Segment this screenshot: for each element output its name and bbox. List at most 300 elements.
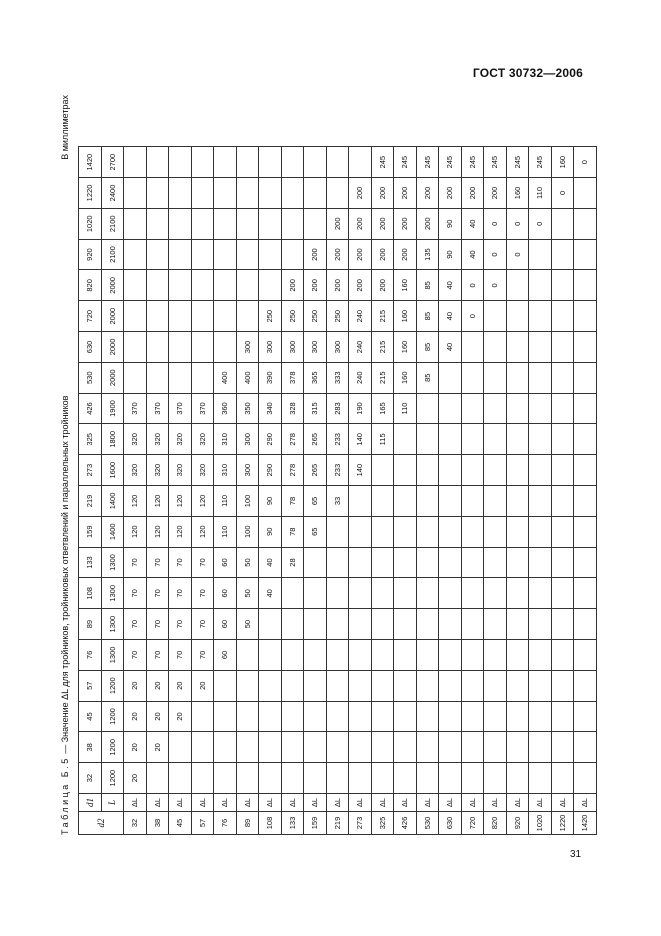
value-cell: 20: [191, 670, 214, 701]
value-cell: [439, 486, 462, 517]
value-cell: 315: [304, 393, 327, 424]
value-cell: 200: [394, 239, 417, 270]
value-cell: 320: [124, 455, 147, 486]
value-cell: [484, 578, 507, 609]
value-cell: [326, 609, 349, 640]
value-cell: 110: [214, 516, 237, 547]
value-cell: [281, 578, 304, 609]
value-cell: [214, 239, 237, 270]
value-cell: [371, 455, 394, 486]
table-caption-text: — Значение ΔL для тройников, тройниковых ответвлений и параллельных тройников: [60, 395, 70, 757]
value-cell: 320: [146, 455, 169, 486]
value-cell: [349, 701, 372, 732]
value-cell: [169, 178, 192, 209]
value-cell: [259, 701, 282, 732]
delta-l-label: ΔL: [326, 794, 349, 812]
value-cell: [484, 732, 507, 763]
header-cell-d1: 76: [79, 640, 102, 671]
value-cell: [214, 763, 237, 794]
value-cell: 320: [124, 424, 147, 455]
value-cell: [506, 393, 529, 424]
table-caption-lead: Таблица Б.5: [60, 756, 70, 835]
table-row: [484, 147, 507, 835]
value-cell: 215: [371, 362, 394, 393]
value-cell: 250: [259, 301, 282, 332]
value-cell: [551, 670, 574, 701]
value-cell: [236, 208, 259, 239]
table-caption: [60, 95, 70, 835]
value-cell: [484, 640, 507, 671]
value-cell: 340: [259, 393, 282, 424]
value-cell: [506, 332, 529, 363]
value-cell: 290: [259, 455, 282, 486]
value-cell: [529, 332, 552, 363]
value-cell: [574, 732, 597, 763]
value-cell: 200: [484, 178, 507, 209]
value-cell: [461, 455, 484, 486]
value-cell: [506, 763, 529, 794]
value-cell: [124, 301, 147, 332]
delta-l-label: ΔL: [146, 794, 169, 812]
value-cell: [506, 455, 529, 486]
value-cell: [169, 332, 192, 363]
table-row: [371, 147, 394, 835]
value-cell: 320: [146, 424, 169, 455]
value-cell: [506, 424, 529, 455]
value-cell: [574, 516, 597, 547]
value-cell: [529, 424, 552, 455]
header-cell-d1: 38: [79, 732, 102, 763]
table-row: [281, 147, 304, 835]
value-cell: [259, 763, 282, 794]
value-cell: [371, 763, 394, 794]
value-cell: 140: [349, 424, 372, 455]
value-cell: 100: [236, 486, 259, 517]
value-cell: [574, 455, 597, 486]
value-cell: 278: [281, 424, 304, 455]
value-cell: 200: [326, 270, 349, 301]
value-cell: [191, 732, 214, 763]
row-d2-value: 1020: [529, 812, 552, 835]
header-cell-l: 2000: [101, 270, 124, 301]
value-cell: 90: [259, 486, 282, 517]
value-cell: [574, 332, 597, 363]
delta-l-label: ΔL: [551, 794, 574, 812]
value-cell: 0: [529, 208, 552, 239]
value-cell: [416, 547, 439, 578]
row-d2-value: 76: [214, 812, 237, 835]
value-cell: [529, 578, 552, 609]
value-cell: [371, 640, 394, 671]
value-cell: [439, 362, 462, 393]
value-cell: [304, 763, 327, 794]
value-cell: [259, 208, 282, 239]
value-cell: [124, 239, 147, 270]
value-cell: 120: [191, 486, 214, 517]
value-cell: 245: [461, 147, 484, 178]
value-cell: 40: [259, 578, 282, 609]
value-cell: [529, 393, 552, 424]
value-cell: 0: [461, 270, 484, 301]
value-cell: 110: [529, 178, 552, 209]
value-cell: 190: [349, 393, 372, 424]
table-row: [506, 147, 529, 835]
table-row: [236, 147, 259, 835]
value-cell: [191, 239, 214, 270]
value-cell: [461, 547, 484, 578]
value-cell: [461, 332, 484, 363]
header-cell-d1: 820: [79, 270, 102, 301]
value-cell: [304, 578, 327, 609]
value-cell: [506, 609, 529, 640]
value-cell: 200: [349, 178, 372, 209]
header-cell-l: 1800: [101, 424, 124, 455]
header-cell-l: 2000: [101, 332, 124, 363]
value-cell: [169, 239, 192, 270]
value-cell: 135: [416, 239, 439, 270]
value-cell: [439, 763, 462, 794]
value-cell: 245: [439, 147, 462, 178]
header-cell-d1: 1020: [79, 208, 102, 239]
value-cell: [416, 455, 439, 486]
value-cell: 328: [281, 393, 304, 424]
value-cell: 200: [371, 178, 394, 209]
value-cell: [461, 640, 484, 671]
value-cell: [394, 701, 417, 732]
header-cell-l: 2700: [101, 147, 124, 178]
value-cell: [416, 701, 439, 732]
value-cell: [394, 516, 417, 547]
value-cell: [529, 763, 552, 794]
value-cell: 300: [281, 332, 304, 363]
value-cell: [349, 640, 372, 671]
value-cell: 60: [214, 547, 237, 578]
value-cell: [461, 362, 484, 393]
value-cell: 200: [371, 270, 394, 301]
value-cell: [574, 640, 597, 671]
value-cell: [461, 578, 484, 609]
table-row: [326, 147, 349, 835]
value-cell: [394, 640, 417, 671]
header-cell-d1: 325: [79, 424, 102, 455]
value-cell: [236, 763, 259, 794]
value-cell: [416, 578, 439, 609]
value-cell: [191, 701, 214, 732]
value-cell: [416, 486, 439, 517]
value-cell: 245: [371, 147, 394, 178]
delta-l-label: ΔL: [259, 794, 282, 812]
value-cell: [484, 424, 507, 455]
value-cell: 70: [146, 609, 169, 640]
value-cell: [304, 609, 327, 640]
value-cell: [484, 393, 507, 424]
value-cell: [259, 640, 282, 671]
value-cell: [461, 670, 484, 701]
value-cell: 33: [326, 486, 349, 517]
value-cell: 0: [461, 301, 484, 332]
value-cell: [259, 239, 282, 270]
value-cell: [124, 332, 147, 363]
table-row: [259, 147, 282, 835]
value-cell: [529, 301, 552, 332]
header-cell-d1: 1420: [79, 147, 102, 178]
value-cell: [529, 455, 552, 486]
row-d2-value: 159: [304, 812, 327, 835]
value-cell: [191, 301, 214, 332]
value-cell: 20: [124, 670, 147, 701]
value-cell: 90: [439, 239, 462, 270]
value-cell: [304, 178, 327, 209]
value-cell: 40: [461, 239, 484, 270]
row-d2-value: 530: [416, 812, 439, 835]
value-cell: 110: [394, 393, 417, 424]
table-row: [124, 147, 147, 835]
value-cell: 50: [236, 609, 259, 640]
value-cell: 160: [551, 147, 574, 178]
value-cell: [416, 393, 439, 424]
delta-l-label: ΔL: [371, 794, 394, 812]
value-cell: 70: [169, 578, 192, 609]
value-cell: [191, 178, 214, 209]
value-cell: [236, 701, 259, 732]
value-cell: [259, 270, 282, 301]
row-d2-value: 219: [326, 812, 349, 835]
value-cell: 200: [371, 239, 394, 270]
value-cell: 120: [191, 516, 214, 547]
row-d2-value: 32: [124, 812, 147, 835]
value-cell: [439, 424, 462, 455]
value-cell: 250: [304, 301, 327, 332]
value-cell: 200: [349, 270, 372, 301]
value-cell: [326, 640, 349, 671]
value-cell: [394, 670, 417, 701]
value-cell: 300: [304, 332, 327, 363]
value-cell: 110: [214, 486, 237, 517]
value-cell: [281, 609, 304, 640]
table-row: [394, 147, 417, 835]
header-cell-l: 1200: [101, 763, 124, 794]
value-cell: [394, 578, 417, 609]
header-cell-l: 1200: [101, 732, 124, 763]
value-cell: 120: [146, 486, 169, 517]
value-cell: 370: [169, 393, 192, 424]
table-row: [191, 147, 214, 835]
value-cell: 200: [304, 239, 327, 270]
delta-l-label: ΔL: [124, 794, 147, 812]
value-cell: 70: [124, 578, 147, 609]
value-cell: 0: [484, 239, 507, 270]
value-cell: 233: [326, 424, 349, 455]
value-cell: 20: [124, 701, 147, 732]
value-cell: [484, 609, 507, 640]
value-cell: [326, 670, 349, 701]
value-cell: 333: [326, 362, 349, 393]
value-cell: 240: [349, 362, 372, 393]
value-cell: 365: [304, 362, 327, 393]
value-cell: 70: [169, 547, 192, 578]
value-cell: [349, 147, 372, 178]
value-cell: [394, 609, 417, 640]
value-cell: 40: [439, 332, 462, 363]
value-cell: [574, 670, 597, 701]
value-cell: [326, 701, 349, 732]
value-cell: [529, 609, 552, 640]
header-cell-l: 2100: [101, 208, 124, 239]
value-cell: [461, 732, 484, 763]
value-cell: [551, 270, 574, 301]
value-cell: [281, 640, 304, 671]
value-cell: [529, 362, 552, 393]
value-cell: 290: [259, 424, 282, 455]
value-cell: [124, 270, 147, 301]
row-d2-value: 89: [236, 812, 259, 835]
value-cell: [371, 609, 394, 640]
delta-l-label: ΔL: [529, 794, 552, 812]
header-row-d1: [79, 147, 102, 835]
value-cell: [439, 547, 462, 578]
value-cell: [574, 609, 597, 640]
value-cell: [146, 362, 169, 393]
value-cell: 320: [191, 424, 214, 455]
value-cell: [551, 362, 574, 393]
value-cell: 160: [394, 332, 417, 363]
delta-l-label: ΔL: [191, 794, 214, 812]
row-d2-value: 325: [371, 812, 394, 835]
value-cell: [349, 486, 372, 517]
value-cell: [484, 455, 507, 486]
value-cell: [349, 609, 372, 640]
header-cell-l: 2100: [101, 239, 124, 270]
value-cell: [394, 763, 417, 794]
value-cell: [281, 208, 304, 239]
value-cell: [439, 732, 462, 763]
value-cell: 70: [191, 640, 214, 671]
header-cell-d1: 57: [79, 670, 102, 701]
value-cell: 233: [326, 455, 349, 486]
header-cell-d1: 133: [79, 547, 102, 578]
value-cell: [529, 547, 552, 578]
delta-l-table: [78, 146, 597, 835]
value-cell: [439, 609, 462, 640]
value-cell: [394, 547, 417, 578]
value-cell: [214, 178, 237, 209]
value-cell: [371, 578, 394, 609]
table-row: [416, 147, 439, 835]
value-cell: [529, 670, 552, 701]
value-cell: 165: [371, 393, 394, 424]
value-cell: [281, 178, 304, 209]
value-cell: [394, 732, 417, 763]
header-cell-l: 2400: [101, 178, 124, 209]
value-cell: 265: [304, 424, 327, 455]
value-cell: [191, 362, 214, 393]
value-cell: 240: [349, 301, 372, 332]
value-cell: [169, 270, 192, 301]
value-cell: [214, 701, 237, 732]
value-cell: [304, 732, 327, 763]
row-d2-value: 45: [169, 812, 192, 835]
value-cell: [169, 301, 192, 332]
value-cell: 360: [214, 393, 237, 424]
row-d2-value: 426: [394, 812, 417, 835]
value-cell: 70: [146, 640, 169, 671]
value-cell: [214, 332, 237, 363]
value-cell: [326, 732, 349, 763]
value-cell: 70: [191, 609, 214, 640]
value-cell: [146, 763, 169, 794]
value-cell: [506, 578, 529, 609]
value-cell: [461, 763, 484, 794]
document-code: ГОСТ 30732—2006: [472, 66, 583, 80]
value-cell: 120: [146, 516, 169, 547]
value-cell: [461, 424, 484, 455]
value-cell: [484, 701, 507, 732]
value-cell: [574, 239, 597, 270]
value-cell: [169, 362, 192, 393]
row-d2-value: 57: [191, 812, 214, 835]
value-cell: 245: [484, 147, 507, 178]
delta-l-label: ΔL: [349, 794, 372, 812]
value-cell: [124, 208, 147, 239]
value-cell: [124, 178, 147, 209]
value-cell: 200: [439, 178, 462, 209]
table-row: [214, 147, 237, 835]
value-cell: [416, 424, 439, 455]
value-cell: 300: [236, 455, 259, 486]
value-cell: 200: [394, 208, 417, 239]
value-cell: 160: [506, 178, 529, 209]
value-cell: [371, 701, 394, 732]
value-cell: [551, 701, 574, 732]
value-cell: 215: [371, 332, 394, 363]
value-cell: [529, 239, 552, 270]
value-cell: [259, 147, 282, 178]
value-cell: [236, 239, 259, 270]
value-cell: [461, 393, 484, 424]
value-cell: [169, 147, 192, 178]
value-cell: [349, 670, 372, 701]
value-cell: 90: [259, 516, 282, 547]
value-cell: 0: [484, 270, 507, 301]
value-cell: 200: [281, 270, 304, 301]
header-cell-d1: 273: [79, 455, 102, 486]
value-cell: [146, 208, 169, 239]
value-cell: 120: [169, 486, 192, 517]
value-cell: [236, 670, 259, 701]
value-cell: [551, 763, 574, 794]
value-cell: [169, 208, 192, 239]
value-cell: [439, 701, 462, 732]
table-row: [146, 147, 169, 835]
value-cell: [484, 670, 507, 701]
value-cell: [506, 362, 529, 393]
value-cell: [124, 147, 147, 178]
value-cell: [371, 670, 394, 701]
value-cell: 85: [416, 301, 439, 332]
value-cell: [439, 640, 462, 671]
value-cell: 250: [326, 301, 349, 332]
value-cell: [146, 270, 169, 301]
value-cell: [574, 578, 597, 609]
value-cell: [281, 763, 304, 794]
header-cell-l: 1200: [101, 670, 124, 701]
row-d2-value: 38: [146, 812, 169, 835]
value-cell: [551, 609, 574, 640]
value-cell: [551, 547, 574, 578]
value-cell: [551, 239, 574, 270]
value-cell: [439, 670, 462, 701]
value-cell: [191, 332, 214, 363]
